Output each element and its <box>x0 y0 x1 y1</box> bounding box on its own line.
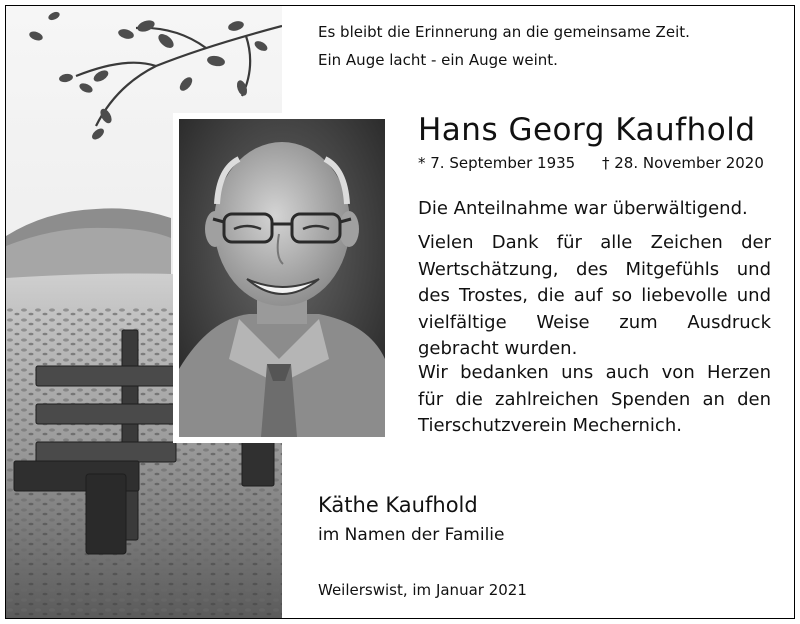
signer-name: Käthe Kaufhold <box>318 493 478 517</box>
quote-line-2: Ein Auge lacht - ein Auge weint. <box>318 51 558 69</box>
deceased-portrait-photo <box>179 119 385 437</box>
message-paragraph-3 <box>418 360 771 440</box>
birth-date: * 7. September 1935 <box>418 154 576 172</box>
message-line: für die zahlreichen Spenden an den <box>418 388 771 410</box>
message-line: vielfältige Weise zum Ausdruck <box>418 311 771 333</box>
message-line: des Trostes, die auf so liebevolle und <box>418 285 771 306</box>
message-line: gebracht wurden. <box>418 338 578 359</box>
message-line: Wir bedanken uns auch von Herzen <box>418 362 771 383</box>
signer-subtitle: im Namen der Familie <box>318 525 505 545</box>
quote-line-1: Es bleibt die Erinnerung an die gemeinsame Zeit. <box>318 23 690 41</box>
message-paragraph-1: Die Anteilnahme war überwältigend. <box>418 198 748 219</box>
portrait-frame <box>173 113 391 443</box>
deceased-name: Hans Georg Kaufhold <box>418 112 756 148</box>
death-date: † 28. November 2020 <box>602 154 764 172</box>
message-line: Vielen Dank für alle Zeichen der <box>418 232 771 253</box>
place-and-date: Weilerswist, im Januar 2021 <box>318 581 527 599</box>
life-dates <box>418 154 764 172</box>
message-line: Tierschutzverein Mechernich. <box>418 415 682 436</box>
message-line: Wertschätzung, des Mitgefühls und <box>418 258 771 280</box>
obituary-card <box>5 5 795 619</box>
message-paragraph-2 <box>418 230 771 363</box>
